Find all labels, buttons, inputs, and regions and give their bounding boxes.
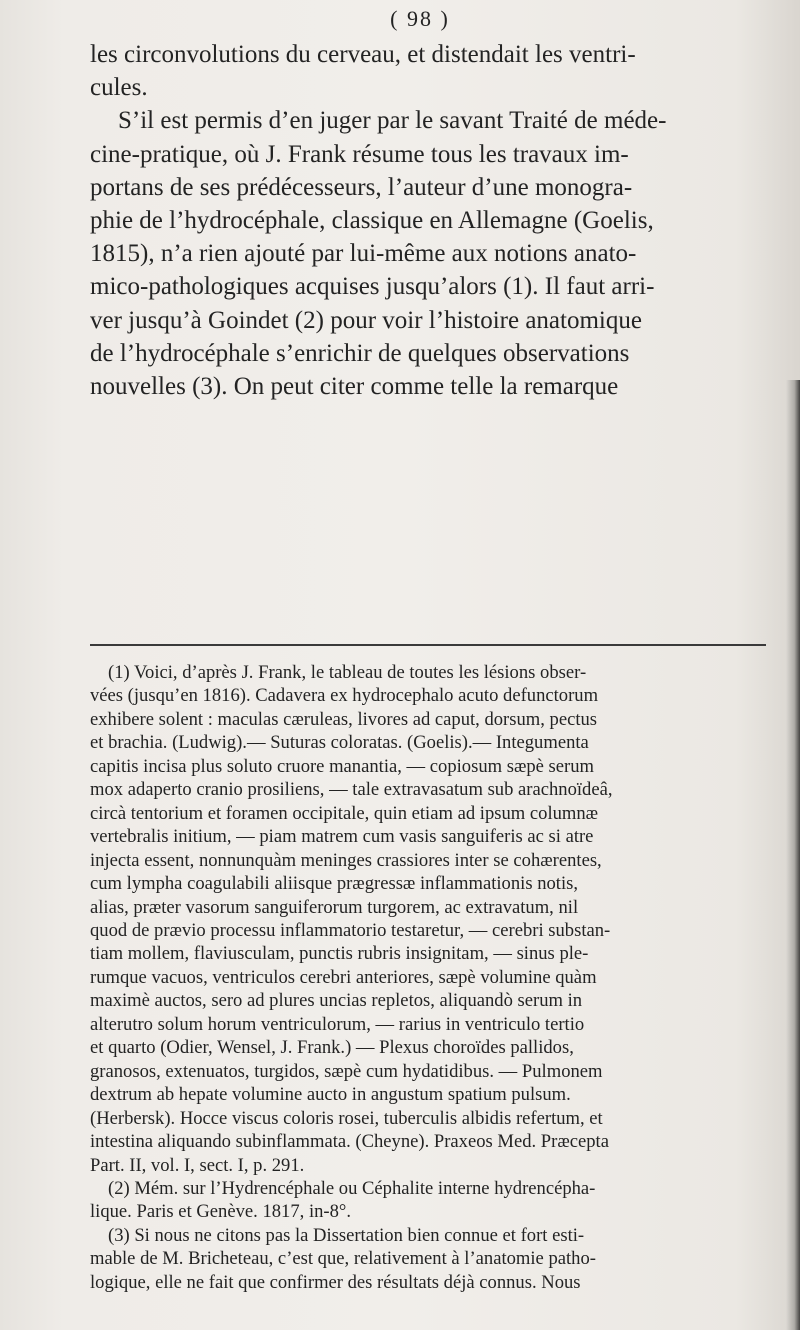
footnote-line: alterutro solum horum ventriculorum, — rarius in ventriculo tertio: [90, 1013, 585, 1035]
footnote-line: et quarto (Odier, Wensel, J. Frank.) — Plexus choroïdes pallidos,: [90, 1037, 574, 1059]
footnote-line: quod de prævio processu inflammatorio testaretur, — cerebri substan-: [90, 919, 611, 941]
footnote-line: lique. Paris et Genève. 1817, in-8°.: [90, 1201, 351, 1223]
footnote-line: (3) Si nous ne citons pas la Dissertation bien connue et fort esti-: [108, 1224, 585, 1246]
footnote-line: (2) Mém. sur l’Hydrencéphale ou Céphalite interne hydrencépha-: [108, 1177, 596, 1199]
body-line: mico-pathologiques acquises jusqu’alors (1). Il faut arri-: [90, 273, 655, 301]
footnote-separator-rule: [90, 644, 766, 646]
footnote-line: dextrum ab hepate volumine aucto in angustum spatium pulsum.: [90, 1084, 571, 1106]
body-text: [90, 38, 766, 403]
body-line: cine-pratique, où J. Frank résume tous les travaux im-: [90, 140, 629, 168]
footnote-line: logique, elle ne fait que confirmer des résultats déjà connus. Nous: [90, 1271, 581, 1293]
body-line: ver jusqu’à Goindet (2) pour voir l’histoire anatomique: [90, 306, 642, 334]
footnote-line: vertebralis initium, — piam matrem cum vasis sanguiferis ac si atre: [90, 826, 594, 848]
footnote-line: exhibere solent : maculas cæruleas, livores ad caput, dorsum, pectus: [90, 708, 598, 730]
footnote-line: mox adaperto cranio prosiliens, — tale extravasatum sub arachnoïdeâ,: [90, 779, 613, 801]
footnote-line: alias, præter vasorum sanguiferorum turgorem, ac extravatum, nil: [90, 896, 579, 918]
footnote-line: granosos, extenuatos, turgidos, sæpè cum hydatidibus. — Pulmonem: [90, 1060, 603, 1082]
footnote-line: cum lympha coagulabili aliisque prægressæ inflammationis notis,: [90, 873, 579, 895]
footnote-line: Part. II, vol. I, sect. I, p. 291.: [90, 1154, 305, 1176]
body-line: de l’hydrocéphale s’enrichir de quelques observations: [90, 339, 630, 367]
body-line: cules.: [90, 74, 148, 102]
body-line: nouvelles (3). On peut citer comme telle la remarque: [90, 373, 619, 401]
footnote-line: intestina aliquando subinflammata. (Cheyne). Praxeos Med. Præcepta: [90, 1131, 609, 1153]
footnote-line: (Herbersk). Hocce viscus coloris rosei, tuberculis albidis refertum, et: [90, 1107, 603, 1129]
footnote-line: et brachia. (Ludwig).— Suturas coloratas. (Goelis).— Integumenta: [90, 732, 589, 754]
footnote-line: rumque vacuos, ventriculos cerebri anteriores, sæpè volumine quàm: [90, 966, 597, 988]
footnote-line: injecta essent, nonnunquàm meninges crassiores inter se cohærentes,: [90, 849, 602, 871]
footnote-line: mable de M. Bricheteau, c’est que, relativement à l’anatomie patho-: [90, 1248, 596, 1270]
body-line: portans de ses prédécesseurs, l’auteur d’une monogra-: [90, 173, 633, 201]
footnote-line: maximè auctos, sero ad plures uncias repletos, aliquandò serum in: [90, 990, 583, 1012]
footnote-line: tiam mollem, flaviusculam, punctis rubris insignitam, — sinus ple-: [90, 943, 589, 965]
body-line: phie de l’hydrocéphale, classique en Allemagne (Goelis,: [90, 207, 654, 235]
page-edge-shadow: [786, 380, 800, 1330]
footnote-line: vées (jusqu’en 1816). Cadavera ex hydrocephalo acuto defunctorum: [90, 685, 599, 707]
page-number: ( 98 ): [390, 6, 450, 31]
footnotes: [90, 661, 770, 1294]
footnote-line: (1) Voici, d’après J. Frank, le tableau de toutes les lésions obser-: [108, 662, 587, 683]
body-line: les circonvolutions du cerveau, et distendait les ventri-: [90, 41, 636, 68]
body-line: 1815), n’a rien ajouté par lui-même aux notions anato-: [90, 240, 637, 268]
footnote-line: capitis incisa plus soluto cruore manantia, — copiosum sæpè serum: [90, 755, 595, 777]
body-line: S’il est permis d’en juger par le savant Traité de méde-: [118, 107, 667, 135]
footnote-line: circà tentorium et foramen occipitale, quin etiam ad ipsum columnæ: [90, 802, 599, 824]
